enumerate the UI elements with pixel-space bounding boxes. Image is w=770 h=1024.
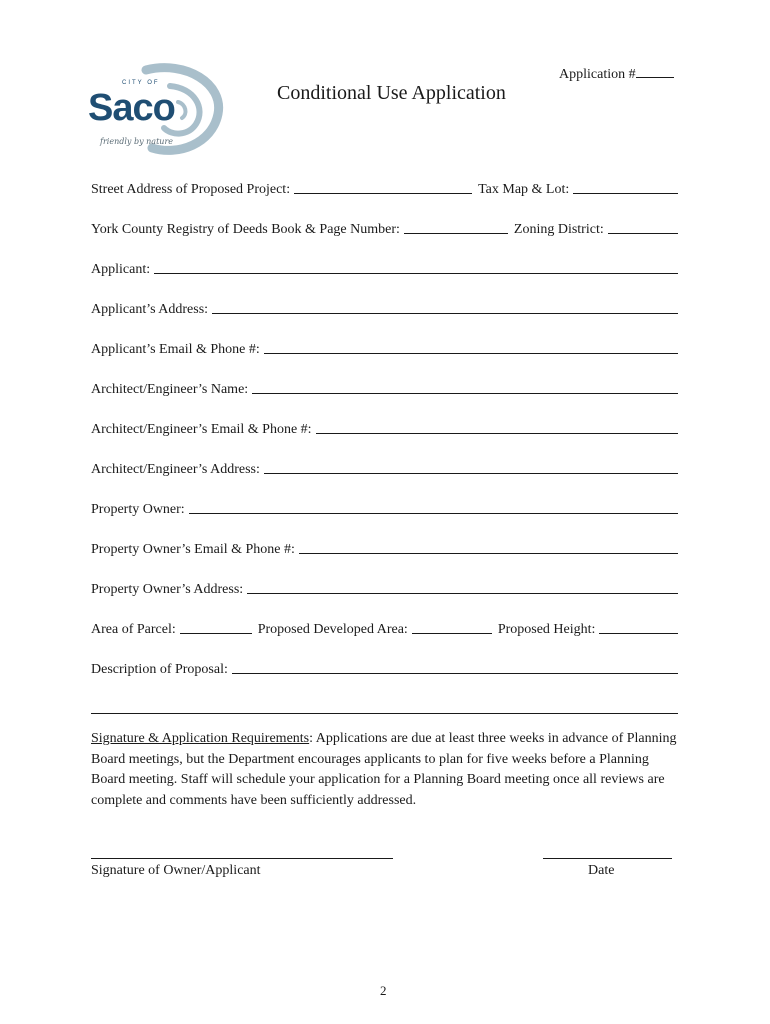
page-title: Conditional Use Application bbox=[277, 82, 506, 104]
requirements-heading: Signature & Application Requirements bbox=[91, 731, 310, 746]
owner-address-label: Property Owner’s Address: bbox=[91, 582, 244, 597]
area-of-parcel-field[interactable] bbox=[180, 632, 252, 634]
logo-city-of: CITY OF bbox=[122, 80, 160, 86]
street-address-field[interactable] bbox=[294, 192, 472, 194]
owner-address-field[interactable] bbox=[247, 592, 678, 594]
applicant-label: Applicant: bbox=[91, 262, 151, 277]
architect-email-phone-label: Architect/Engineer’s Email & Phone #: bbox=[91, 422, 312, 437]
owner-email-phone-label: Property Owner’s Email & Phone #: bbox=[91, 542, 295, 557]
applicant-address-field[interactable] bbox=[212, 312, 678, 314]
date-field[interactable] bbox=[543, 857, 672, 859]
architect-name-field[interactable] bbox=[252, 392, 678, 394]
logo-wordmark: Saco bbox=[88, 87, 175, 129]
logo-tagline: friendly by nature bbox=[100, 137, 174, 146]
owner-signature-field[interactable] bbox=[91, 857, 393, 859]
saco-logo-graphic bbox=[86, 62, 226, 158]
row-property-owner bbox=[91, 498, 678, 518]
architect-address-label: Architect/Engineer’s Address: bbox=[91, 462, 260, 477]
developed-area-field[interactable] bbox=[412, 632, 492, 634]
developed-area-label: Proposed Developed Area: bbox=[257, 622, 408, 637]
registry-book-page-field[interactable] bbox=[404, 232, 508, 234]
tax-map-lot-label: Tax Map & Lot: bbox=[478, 182, 570, 197]
row-description-continued bbox=[91, 698, 678, 718]
registry-book-page-label: York County Registry of Deeds Book & Page Number: bbox=[91, 222, 400, 237]
application-number bbox=[559, 64, 674, 83]
city-logo bbox=[86, 62, 226, 158]
description-label: Description of Proposal: bbox=[91, 662, 228, 677]
row-applicant-address bbox=[91, 298, 678, 318]
owner-signature-label: Signature of Owner/Applicant bbox=[91, 863, 261, 878]
zoning-district-field[interactable] bbox=[608, 232, 678, 234]
row-applicant bbox=[91, 258, 678, 278]
row-street-address bbox=[91, 178, 678, 198]
zoning-district-label: Zoning District: bbox=[513, 222, 604, 237]
description-field-line-2[interactable] bbox=[91, 712, 678, 714]
area-of-parcel-label: Area of Parcel: bbox=[91, 622, 176, 637]
applicant-field[interactable] bbox=[154, 272, 678, 274]
applicant-address-label: Applicant’s Address: bbox=[91, 302, 209, 317]
architect-name-label: Architect/Engineer’s Name: bbox=[91, 382, 249, 397]
application-number-label: Application # bbox=[559, 67, 636, 82]
street-address-label: Street Address of Proposed Project: bbox=[91, 182, 291, 197]
owner-email-phone-field[interactable] bbox=[299, 552, 678, 554]
application-number-field[interactable] bbox=[636, 64, 674, 78]
row-description bbox=[91, 658, 678, 678]
property-owner-label: Property Owner: bbox=[91, 502, 185, 517]
requirements-text: : Applications are due at least three weeks in advance of Planning Board meetings, but the Department encourages applicants to plan for five weeks before a Planning Board meeting. Staff will schedule your application for a Planning Board meeting once all reviews are complete and comments have been sufficiently addressed. bbox=[91, 731, 677, 808]
requirements-paragraph bbox=[91, 729, 681, 811]
applicant-email-phone-label: Applicant’s Email & Phone #: bbox=[91, 342, 260, 357]
row-applicant-email-phone bbox=[91, 338, 678, 358]
row-owner-address bbox=[91, 578, 678, 598]
architect-email-phone-field[interactable] bbox=[316, 432, 678, 434]
applicant-email-phone-field[interactable] bbox=[264, 352, 678, 354]
row-area bbox=[91, 618, 678, 638]
date-label: Date bbox=[588, 863, 615, 878]
row-architect-email-phone bbox=[91, 418, 678, 438]
proposed-height-field[interactable] bbox=[599, 632, 678, 634]
row-registry bbox=[91, 218, 678, 238]
architect-address-field[interactable] bbox=[264, 472, 678, 474]
row-architect-address bbox=[91, 458, 678, 478]
property-owner-field[interactable] bbox=[189, 512, 678, 514]
tax-map-lot-field[interactable] bbox=[573, 192, 678, 194]
proposed-height-label: Proposed Height: bbox=[497, 622, 596, 637]
description-field[interactable] bbox=[232, 672, 678, 674]
row-architect-name bbox=[91, 378, 678, 398]
row-owner-email-phone bbox=[91, 538, 678, 558]
page-number: 2 bbox=[380, 983, 387, 998]
